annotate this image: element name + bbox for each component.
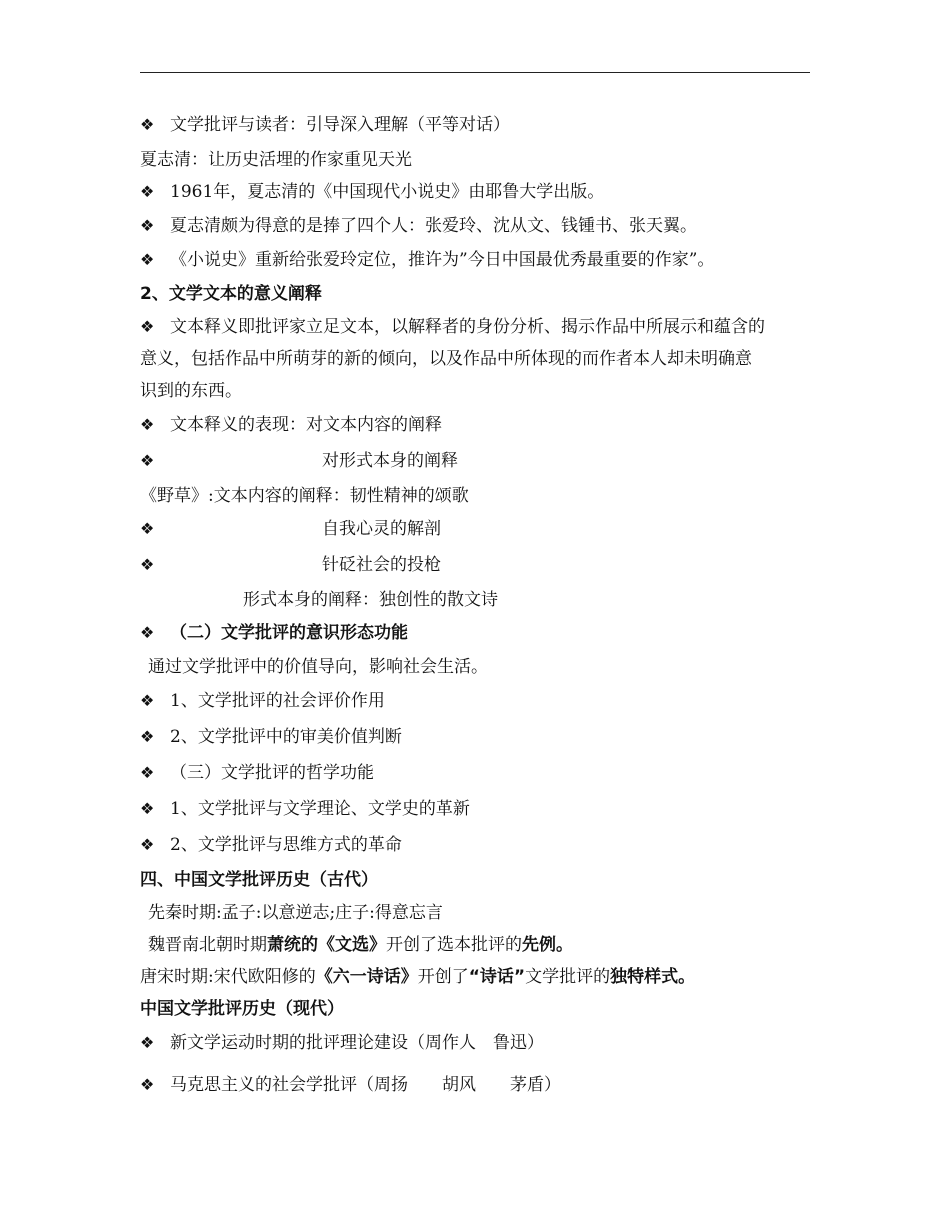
line-text: 1961年，夏志清的《中国现代小说史》由耶鲁大学出版。 (170, 182, 605, 202)
bullet-line (140, 834, 810, 856)
line-text: 《野草》:文本内容的阐释：韧性精神的颂歌 (140, 486, 469, 506)
bullet-line (140, 215, 810, 237)
line-text: 1、文学批评与文学理论、文学史的革新 (170, 799, 470, 819)
line-text: 文学批评的 (525, 967, 611, 987)
line-text: 开创了 (417, 967, 469, 987)
bullet-line (140, 414, 810, 436)
section-heading: 2、文学文本的意义阐释 (140, 284, 322, 304)
diamond-bullet-icon: ❖ (140, 451, 155, 470)
line-text: 文学批评与读者：引导深入理解（平等对话） (170, 115, 510, 135)
line-text: 《小说史》重新给张爱玲定位，推许为”今日中国最优秀最重要的作家”。 (170, 250, 715, 270)
bold-text: 先例。 (522, 935, 573, 955)
section-heading (140, 622, 810, 644)
line-text: 唐宋时期:宋代欧阳修的 (140, 967, 316, 987)
bullet-line (140, 762, 810, 784)
bullet-line (140, 518, 810, 540)
bullet-line (140, 1032, 810, 1054)
header-rule (140, 72, 810, 73)
line-text: 魏晋南北朝时期 (148, 935, 267, 955)
text-line (140, 149, 810, 171)
bullet-line (140, 798, 810, 820)
paragraph-line: 识到的东西。 (140, 381, 242, 401)
line-text: 1、文学批评的社会评价作用 (170, 691, 385, 711)
line-text: 新文学运动时期的批评理论建设（周作人 鲁迅） (170, 1033, 544, 1053)
line-text: 马克思主义的社会学批评（周扬 胡风 茅盾） (170, 1075, 561, 1095)
paragraph-line (140, 316, 810, 338)
bold-text: 萧统的《文选》 (267, 935, 386, 955)
diamond-bullet-icon: ❖ (140, 555, 155, 574)
line-text: 形式本身的阐释：独创性的散文诗 (243, 590, 498, 610)
section-heading: 四、中国文学批评历史（古代） (140, 870, 378, 890)
line-text: 2、文学批评中的审美价值判断 (170, 727, 402, 747)
diamond-bullet-icon: ❖ (140, 623, 155, 642)
text-line (148, 934, 818, 956)
text-line (148, 656, 818, 678)
text-line (148, 902, 818, 924)
line-text: 夏志清：让历史活埋的作家重见天光 (140, 150, 412, 170)
line-text: 开创了选本批评的 (386, 935, 522, 955)
diamond-bullet-icon: ❖ (140, 763, 155, 782)
diamond-bullet-icon: ❖ (140, 250, 155, 269)
line-text: 文本释义的表现：对文本内容的阐释 (170, 415, 442, 435)
bold-text: “诗话” (468, 967, 526, 987)
diamond-bullet-icon: ❖ (140, 519, 155, 538)
line-text: 通过文学批评中的价值导向，影响社会生活。 (148, 657, 488, 677)
text-line (140, 485, 810, 507)
diamond-bullet-icon: ❖ (140, 835, 155, 854)
bullet-line (140, 114, 810, 136)
diamond-bullet-icon: ❖ (140, 415, 155, 434)
text-line (243, 589, 913, 611)
bullet-line (140, 726, 810, 748)
bold-text: 独特样式。 (610, 967, 696, 987)
diamond-bullet-icon: ❖ (140, 1033, 155, 1052)
diamond-bullet-icon: ❖ (140, 727, 155, 746)
diamond-bullet-icon: ❖ (140, 691, 155, 710)
paragraph-line: 意义，包括作品中所萌芽的新的倾向，以及作品中所体现的而作者本人却未明确意 (140, 349, 752, 369)
heading-text: （二）文学批评的意识形态功能 (170, 623, 408, 643)
line-text: 先秦时期:孟子:以意逆志;庄子:得意忘言 (148, 903, 443, 923)
diamond-bullet-icon: ❖ (140, 182, 155, 201)
line-text: 文本释义即批评家立足文本，以解释者的身份分析、揭示作品中所展示和蕴含的 (170, 317, 765, 337)
bullet-line (140, 450, 810, 472)
bold-text: 《六一诗话》 (315, 967, 418, 987)
line-text: 夏志清颇为得意的是捧了四个人：张爱玲、沈从文、钱锺书、张天翼。 (170, 216, 697, 236)
bullet-line (140, 1074, 810, 1096)
diamond-bullet-icon: ❖ (140, 1075, 155, 1094)
diamond-bullet-icon: ❖ (140, 317, 155, 336)
bullet-line (140, 554, 810, 576)
section-heading: 中国文学批评历史（现代） (140, 999, 344, 1019)
bullet-line (140, 690, 810, 712)
line-text: 自我心灵的解剖 (322, 519, 441, 539)
diamond-bullet-icon: ❖ (140, 115, 155, 134)
line-text: 2、文学批评与思维方式的革命 (170, 835, 402, 855)
bullet-line (140, 249, 810, 271)
line-text: 针砭社会的投枪 (322, 555, 441, 575)
diamond-bullet-icon: ❖ (140, 799, 155, 818)
bullet-line (140, 181, 810, 203)
diamond-bullet-icon: ❖ (140, 216, 155, 235)
line-text: （三）文学批评的哲学功能 (170, 763, 374, 783)
text-line (140, 966, 810, 988)
line-text: 对形式本身的阐释 (322, 451, 458, 471)
